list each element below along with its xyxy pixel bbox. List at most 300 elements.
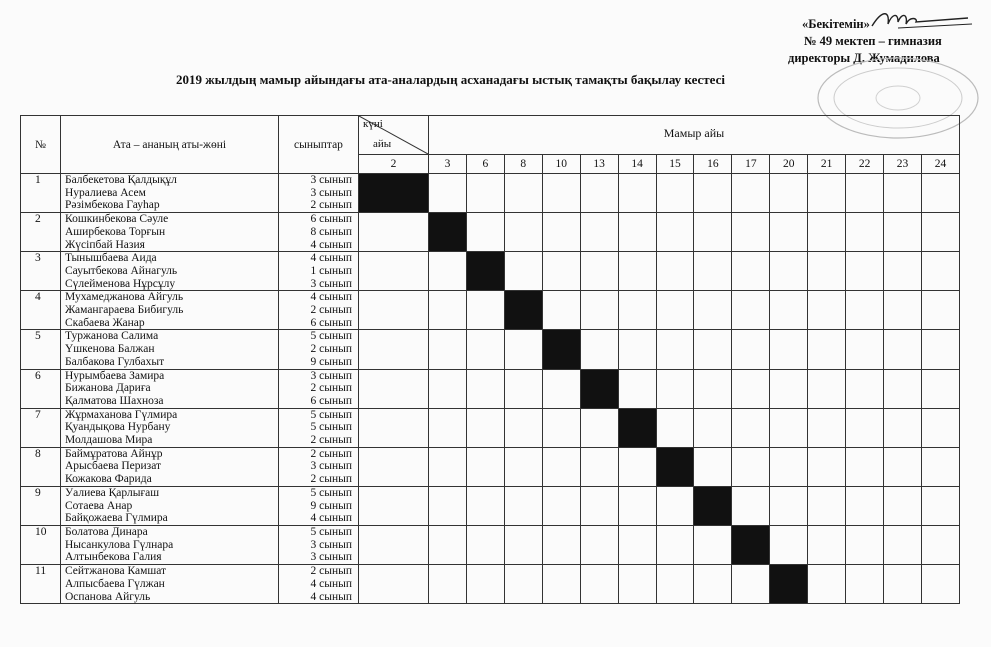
class-value: 9 сынып [310,355,352,368]
assigned-day-cell [504,291,542,330]
day-cell [770,447,808,486]
day-cell [694,252,732,291]
day-cell [846,213,884,252]
day-cell [656,369,694,408]
day-cell [542,565,580,604]
table-row [21,369,960,408]
day-cell [694,565,732,604]
column-header-name: Ата – ананың аты-жөні [61,116,279,174]
parent-name: Алтынбекова Галия [65,551,162,564]
day-cell [542,174,580,213]
day-cell [359,486,429,525]
class-value: 2 сынып [310,343,352,356]
day-cell [656,174,694,213]
day-cell [921,447,959,486]
class-value: 3 сынып [310,277,352,290]
class-value: 4 сынып [310,252,352,265]
day-cell [580,408,618,447]
day-cell [846,369,884,408]
day-cell [884,408,922,447]
day-cell [846,565,884,604]
assigned-day-cell [359,174,429,213]
class-value: 2 сынып [310,434,352,447]
classes-cell [279,565,359,604]
day-cell [808,486,846,525]
day-cell [656,408,694,447]
class-value: 3 сынып [310,538,352,551]
assigned-day-cell [542,330,580,369]
day-cell [504,525,542,564]
row-number: 2 [21,213,61,252]
day-cell [429,408,467,447]
day-cell [504,369,542,408]
month-header: Мамыр айы [429,116,960,155]
day-header: 13 [580,155,618,174]
day-cell [694,174,732,213]
day-cell [846,408,884,447]
row-number: 4 [21,291,61,330]
table-row [21,330,960,369]
day-cell [618,565,656,604]
parent-names-cell [61,213,279,252]
day-cell [542,213,580,252]
day-cell [466,408,504,447]
day-header: 15 [656,155,694,174]
day-cell [884,174,922,213]
day-cell [580,291,618,330]
table-row [21,291,960,330]
parent-name: Үшкенова Балжан [65,343,155,356]
day-cell [770,486,808,525]
parent-name: Сейтжанова Камшат [65,565,167,578]
parent-names-cell [61,174,279,213]
day-cell [921,213,959,252]
day-cell [504,565,542,604]
day-cell [884,213,922,252]
class-value: 4 сынып [310,512,352,525]
day-cell [884,565,922,604]
day-cell [359,565,429,604]
parent-name: Қуандықова Нурбану [65,421,171,434]
class-value: 5 сынып [310,421,352,434]
parent-name: Бижанова Дариға [65,382,151,395]
parent-name: Жүсіпбай Назия [65,238,145,251]
day-header: 21 [808,155,846,174]
table-row [21,408,960,447]
day-header: 24 [921,155,959,174]
day-header: 3 [429,155,467,174]
day-cell [359,291,429,330]
day-cell [580,486,618,525]
parent-name: Мухамеджанова Айгуль [65,291,184,304]
parent-name: Балбакова Гулбахыт [65,355,165,368]
class-value: 4 сынып [310,577,352,590]
day-cell [542,291,580,330]
parent-name: Рәзімбекова Гауһар [65,199,160,212]
day-cell [359,213,429,252]
day-cell [656,565,694,604]
day-cell [732,213,770,252]
parent-name: Болатова Динара [65,525,148,538]
table-row [21,174,960,213]
day-cell [808,213,846,252]
day-cell [580,447,618,486]
class-value: 6 сынып [310,394,352,407]
parent-name: Қалматова Шахноза [65,394,164,407]
parent-name: Арысбаева Перизат [65,460,162,473]
day-cell [429,291,467,330]
day-cell [542,486,580,525]
parent-names-cell [61,486,279,525]
row-number: 9 [21,486,61,525]
day-cell [618,369,656,408]
day-cell [694,447,732,486]
corner-day-label: күні [363,118,383,130]
parent-name: Скабаева Жанар [65,316,145,329]
day-cell [429,252,467,291]
parent-name: Алпысбаева Гүлжан [65,577,165,590]
day-cell [504,252,542,291]
parent-names-cell [61,408,279,447]
classes-cell [279,447,359,486]
day-cell [656,330,694,369]
row-number: 3 [21,252,61,291]
day-cell [808,252,846,291]
assigned-day-cell [429,213,467,252]
day-cell [846,486,884,525]
day-header: 6 [466,155,504,174]
day-cell [921,525,959,564]
parent-names-cell [61,369,279,408]
day-cell [732,330,770,369]
day-cell [846,291,884,330]
day-cell [466,213,504,252]
day-cell [429,330,467,369]
document-title: 2019 жылдың мамыр айындағы ата-аналардың асханадағы ыстық тамақты бақылау кестесі [176,72,725,87]
day-cell [542,447,580,486]
class-value: 2 сынып [310,473,352,486]
day-cell [808,565,846,604]
day-cell [429,369,467,408]
day-cell [429,565,467,604]
day-cell [732,174,770,213]
day-cell [808,330,846,369]
day-cell [732,565,770,604]
parent-name: Оспанова Айгуль [65,590,151,603]
parent-names-cell [61,291,279,330]
day-cell [504,408,542,447]
approval-line-3: директоры Д. Жумадилова [788,51,940,65]
day-cell [618,213,656,252]
class-value: 3 сынып [310,551,352,564]
day-cell [770,525,808,564]
day-cell [504,330,542,369]
day-cell [694,330,732,369]
day-cell [618,291,656,330]
assigned-day-cell [618,408,656,447]
day-cell [429,174,467,213]
class-value: 2 сынып [310,382,352,395]
classes-cell [279,525,359,564]
row-number: 6 [21,369,61,408]
day-cell [884,525,922,564]
table-row [21,486,960,525]
table-row [21,252,960,291]
day-cell [884,486,922,525]
day-cell [884,291,922,330]
parent-name: Аширбекова Торғын [65,225,166,238]
day-cell [359,330,429,369]
day-cell [504,174,542,213]
day-header: 17 [732,155,770,174]
day-cell [466,174,504,213]
classes-cell [279,408,359,447]
day-cell [732,447,770,486]
day-cell [921,330,959,369]
class-value: 3 сынып [310,460,352,473]
classes-cell [279,330,359,369]
class-value: 6 сынып [310,213,352,226]
day-cell [846,447,884,486]
schedule-table [20,115,960,604]
class-value: 2 сынып [310,447,352,460]
parent-name: Молдашова Мира [65,434,153,447]
classes-cell [279,174,359,213]
approval-line-1: «Бекітемін» [802,17,870,31]
day-cell [732,408,770,447]
class-value: 5 сынып [310,486,352,499]
parent-name: Сотаева Анар [65,499,133,512]
day-cell [884,252,922,291]
day-cell [732,252,770,291]
day-cell [846,252,884,291]
day-cell [618,525,656,564]
day-header: 16 [694,155,732,174]
day-cell [921,408,959,447]
day-header: 8 [504,155,542,174]
parent-name: Кожакова Фарида [65,473,152,486]
table-row [21,213,960,252]
day-cell [359,447,429,486]
day-cell [770,213,808,252]
corner-month-label: айы [373,138,392,150]
day-cell [808,447,846,486]
day-cell [618,330,656,369]
classes-cell [279,369,359,408]
assigned-day-cell [732,525,770,564]
day-cell [808,369,846,408]
day-cell [846,174,884,213]
class-value: 4 сынып [310,291,352,304]
parent-name: Туржанова Салима [65,330,159,343]
assigned-day-cell [694,486,732,525]
parent-name: Байқожаева Гүлмира [65,512,168,525]
day-cell [656,252,694,291]
day-cell [694,213,732,252]
class-value: 5 сынып [310,408,352,421]
day-cell [504,447,542,486]
day-cell [359,408,429,447]
day-header: 10 [542,155,580,174]
day-cell [694,369,732,408]
day-cell [921,291,959,330]
day-cell [466,330,504,369]
assigned-day-cell [580,369,618,408]
parent-name: Тынышбаева Аида [65,252,157,265]
class-value: 3 сынып [310,174,352,186]
parent-name: Жұрмаханова Гүлмира [65,408,178,421]
day-cell [580,525,618,564]
day-cell [466,369,504,408]
class-value: 9 сынып [310,499,352,512]
row-number: 1 [21,174,61,213]
class-value: 1 сынып [310,264,352,277]
day-cell [359,252,429,291]
signature-icon [868,6,976,32]
day-cell [656,291,694,330]
rows-body [21,174,960,604]
day-cell [359,369,429,408]
day-cell [921,486,959,525]
corner-header [359,116,429,155]
class-value: 6 сынып [310,316,352,329]
day-cell [770,291,808,330]
class-value: 5 сынып [310,330,352,343]
day-header: 22 [846,155,884,174]
day-cell [808,525,846,564]
day-cell [694,525,732,564]
class-value: 4 сынып [310,238,352,251]
day-cell [732,291,770,330]
classes-cell [279,213,359,252]
assigned-day-cell [656,447,694,486]
day-cell [542,408,580,447]
row-number: 11 [21,565,61,604]
day-header: 20 [770,155,808,174]
day-cell [921,174,959,213]
day-cell [656,525,694,564]
class-value: 2 сынып [310,565,352,578]
day-cell [921,252,959,291]
day-cell [618,486,656,525]
row-number: 8 [21,447,61,486]
day-cell [429,447,467,486]
day-cell [359,525,429,564]
day-cell [884,330,922,369]
day-cell [580,252,618,291]
day-cell [656,486,694,525]
assigned-day-cell [466,252,504,291]
day-cell [429,486,467,525]
assigned-day-cell [770,565,808,604]
day-cell [921,369,959,408]
column-header-no: № [21,116,61,174]
class-value: 3 сынып [310,369,352,382]
day-cell [580,213,618,252]
day-cell [770,330,808,369]
parent-name: Уалиева Қарлығаш [65,486,160,499]
day-cell [732,486,770,525]
day-cell [466,486,504,525]
parent-name: Жамангараева Бибигуль [65,304,184,317]
parent-name: Сүлейменова Нұрсұлу [65,277,176,290]
day-cell [542,369,580,408]
class-value: 8 сынып [310,225,352,238]
day-cell [580,565,618,604]
parent-names-cell [61,525,279,564]
day-cell [770,252,808,291]
day-cell [542,252,580,291]
day-cell [770,174,808,213]
day-cell [618,252,656,291]
parent-name: Кошкинбекова Сәуле [65,213,169,226]
day-cell [466,291,504,330]
day-cell [618,174,656,213]
day-cell [580,330,618,369]
day-cell [846,330,884,369]
parent-name: Сауытбекова Айнагуль [65,264,178,277]
table-row [21,525,960,564]
class-value: 3 сынып [310,186,352,199]
parent-name: Нысанкулова Гүлнара [65,538,174,551]
row-number: 10 [21,525,61,564]
parent-names-cell [61,330,279,369]
class-value: 4 сынып [310,590,352,603]
day-cell [504,486,542,525]
day-cell [618,447,656,486]
day-cell [884,369,922,408]
day-header: 23 [884,155,922,174]
row-number: 7 [21,408,61,447]
day-header: 14 [618,155,656,174]
day-cell [694,291,732,330]
approval-line-2: № 49 мектеп – гимназия [804,34,942,48]
classes-cell [279,486,359,525]
class-value: 5 сынып [310,525,352,538]
parent-names-cell [61,565,279,604]
day-cell [466,565,504,604]
parent-names-cell [61,252,279,291]
day-cell [808,291,846,330]
table-row [21,565,960,604]
day-cell [466,525,504,564]
parent-names-cell [61,447,279,486]
class-value: 2 сынып [310,199,352,212]
class-value: 2 сынып [310,304,352,317]
parent-name: Нурымбаева Замира [65,369,165,382]
day-cell [504,213,542,252]
day-cell [846,525,884,564]
day-cell [656,213,694,252]
day-header: 2 [359,155,429,174]
table-row [21,447,960,486]
day-cell [884,447,922,486]
day-cell [921,565,959,604]
day-cell [429,525,467,564]
day-cell [732,369,770,408]
parent-name: Балбекетова Қалдықұл [65,174,177,186]
day-cell [808,174,846,213]
parent-name: Баймұратова Айнұр [65,447,163,460]
day-cell [770,369,808,408]
day-cell [542,525,580,564]
day-cell [580,174,618,213]
day-cell [770,408,808,447]
classes-cell [279,252,359,291]
day-cell [694,408,732,447]
classes-cell [279,291,359,330]
parent-name: Нуралиева Асем [65,186,146,199]
